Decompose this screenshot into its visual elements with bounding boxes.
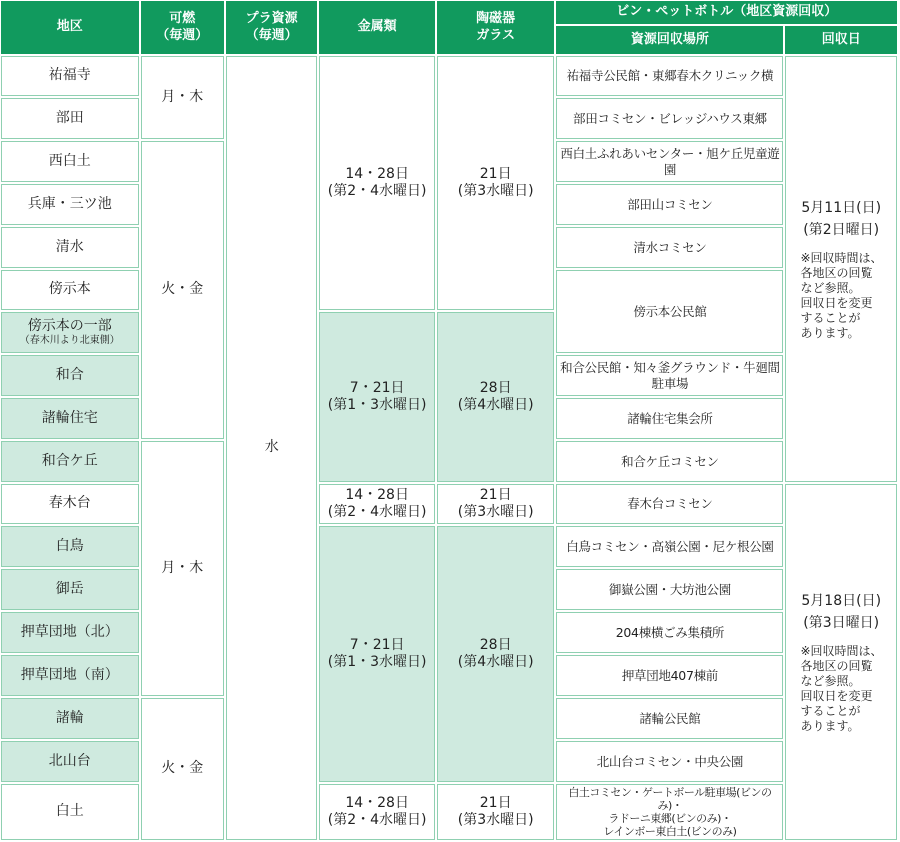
location-cell: 204棟横ごみ集積所 [556, 612, 783, 653]
district-cell: 清水 [1, 227, 139, 268]
metal-schedule: 7・21日 (第1・3水曜日) [319, 312, 435, 482]
metal-schedule: 14・28日 (第2・4水曜日) [319, 56, 435, 310]
ceramics-schedule: 21日 (第3水曜日) [437, 56, 555, 310]
burnable-day: 月・木 [141, 441, 224, 696]
header-collection-day: 回収日 [785, 26, 897, 54]
district-cell: 白鳥 [1, 526, 139, 567]
header-burnable: 可燃 （毎週） [141, 1, 224, 54]
district-cell: 和合ケ丘 [1, 441, 139, 482]
district-cell: 諸輪住宅 [1, 398, 139, 439]
metal-schedule: 14・28日 (第2・4水曜日) [319, 484, 435, 524]
location-cell: 押草団地407棟前 [556, 655, 783, 696]
district-cell: 春木台 [1, 484, 139, 524]
header-plastic: プラ資源 （毎週） [226, 1, 317, 54]
district-cell: 白土 [1, 784, 139, 840]
collection-day-cell: 5月11日(日) (第2日曜日) ※回収時間は、 各地区の回覧 など参照。 回収日を変更 することが あります。 [785, 56, 897, 482]
metal-schedule: 7・21日 (第1・3水曜日) [319, 526, 435, 782]
collection-note: ※回収時間は、 各地区の回覧 など参照。 回収日を変更 することが あります。 [800, 644, 883, 734]
burnable-day: 月・木 [141, 56, 224, 139]
location-cell: 春木台コミセン [556, 484, 783, 524]
district-cell: 北山台 [1, 741, 139, 782]
district-cell: 部田 [1, 98, 139, 139]
header-ceramics: 陶磁器 ガラス [437, 1, 555, 54]
location-cell: 諸輪公民館 [556, 698, 783, 739]
district-cell: 和合 [1, 355, 139, 396]
ceramics-schedule: 28日 (第4水曜日) [437, 526, 555, 782]
location-cell: 諸輪住宅集会所 [556, 398, 783, 439]
plastic-day: 水 [226, 56, 317, 840]
district-cell: 諸輪 [1, 698, 139, 739]
header-metal: 金属類 [319, 1, 435, 54]
location-cell: 傍示本公民館 [556, 270, 783, 353]
location-cell: 北山台コミセン・中央公園 [556, 741, 783, 782]
district-cell: 御岳 [1, 569, 139, 610]
collection-note: ※回収時間は、 各地区の回覧 など参照。 回収日を変更 することが あります。 [800, 251, 883, 341]
district-cell: 傍示本 [1, 270, 139, 310]
location-cell: 西白土ふれあいセンター・旭ケ丘児童遊園 [556, 141, 783, 182]
header-location: 資源回収場所 [556, 26, 783, 54]
ceramics-schedule: 28日 (第4水曜日) [437, 312, 555, 482]
district-cell: 西白土 [1, 141, 139, 182]
ceramics-schedule: 21日 (第3水曜日) [437, 484, 555, 524]
location-cell: 祐福寺公民館・東郷春木クリニック横 [556, 56, 783, 96]
burnable-day: 火・金 [141, 141, 224, 439]
ceramics-schedule: 21日 (第3水曜日) [437, 784, 555, 840]
header-district: 地区 [1, 1, 139, 54]
location-cell: 和合ケ丘コミセン [556, 441, 783, 482]
district-cell: 祐福寺 [1, 56, 139, 96]
location-cell: 白鳥コミセン・高嶺公園・尼ケ根公園 [556, 526, 783, 567]
header-bottles-group: ビン・ペットボトル（地区資源回収） [556, 1, 897, 24]
location-cell: 和合公民館・知々釜グラウンド・牛廻間駐車場 [556, 355, 783, 396]
district-cell: 兵庫・三ツ池 [1, 184, 139, 225]
location-cell: 御嶽公園・大坊池公園 [556, 569, 783, 610]
district-cell: 押草団地（北） [1, 612, 139, 653]
location-cell: 部田コミセン・ビレッジハウス東郷 [556, 98, 783, 139]
district-cell: 傍示本の一部 （春木川より北東側） [1, 312, 139, 353]
collection-day-cell: 5月18日(日) (第3日曜日) ※回収時間は、 各地区の回覧 など参照。 回収日を変更 することが あります。 [785, 484, 897, 840]
burnable-day: 火・金 [141, 698, 224, 840]
location-cell: 部田山コミセン [556, 184, 783, 225]
district-cell: 押草団地（南） [1, 655, 139, 696]
location-cell: 清水コミセン [556, 227, 783, 268]
metal-schedule: 14・28日 (第2・4水曜日) [319, 784, 435, 840]
location-cell: 白土コミセン・ゲートボール駐車場(ビンのみ)・ ラドーニ東郷(ビンのみ)・ レインボー東白土(ビンのみ) [556, 784, 783, 840]
